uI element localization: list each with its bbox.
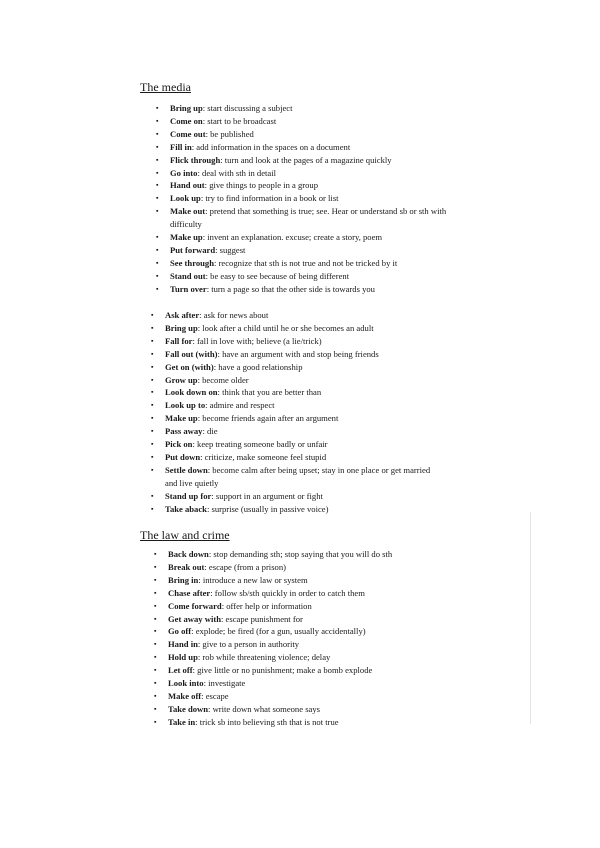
phrasal-verb-list-law (168, 548, 428, 729)
list-item: ▪ Back down: stop demanding sth; stop saying that you will do sth (168, 548, 428, 561)
phrasal-verb-definition: offer help or information (226, 600, 312, 611)
phrasal-verb-term: Make up (170, 232, 203, 243)
list-item: ▪ Bring up: look after a child until he or she becomes an adult (165, 322, 435, 335)
phrasal-verb-definition: ask for news about (203, 310, 269, 320)
list-item: ▪ Pass away: die (165, 425, 435, 438)
phrasal-verb-definition: escape (205, 690, 229, 701)
phrasal-verb-definition: die (207, 426, 218, 437)
phrasal-verb-definition: stop demanding sth; stop saying that you will do sth (213, 549, 393, 559)
phrasal-verb-term: Ask after (165, 310, 200, 320)
phrasal-verb-definition: investigate (208, 678, 246, 689)
phrasal-verb-definition: suggest (219, 244, 246, 255)
list-item: ▪ Get on (with): have a good relationship (165, 361, 435, 374)
phrasal-verb-term: Get on (with) (165, 361, 214, 372)
phrasal-verb-term: Make out (170, 206, 206, 217)
phrasal-verb-definition: admire and respect (209, 400, 275, 411)
phrasal-verb-definition: be easy to see because of being different (210, 270, 350, 281)
list-item: ▪ Hand in: give to a person in authority (168, 638, 428, 651)
phrasal-verb-definition: follow sb/sth quickly in order to catch them (214, 587, 365, 598)
list-item: ▪ Come on: start to be broadcast (170, 115, 470, 128)
phrasal-verb-definition: look after a child until he or she becomes an adult (202, 322, 374, 333)
list-item: ▪ Fall for: fall in love with; believe (a lie/trick) (165, 335, 435, 348)
list-item: ▪ Look down on: think that you are better than (165, 386, 435, 399)
phrasal-verb-definition: give things to people in a group (209, 180, 319, 191)
phrasal-verb-term: Go off (168, 626, 192, 637)
list-item: ▪ Ask after: ask for news about (165, 309, 435, 322)
phrasal-verb-term: Put down (165, 451, 201, 462)
phrasal-verb-term: Bring up (165, 322, 198, 333)
list-item: ▪ Stand up for: support in an argument or fight (165, 490, 435, 503)
phrasal-verb-definition: become calm after being upset; stay in one place or get married and live quietly (165, 464, 431, 488)
phrasal-verb-definition: pretend that something is true; see. Hear or understand sb or sth with difficulty (170, 206, 447, 230)
phrasal-verb-term: Back down (168, 549, 209, 559)
list-item: ▪ Make up: invent an explanation. excuse; create a story, poem (170, 231, 470, 244)
phrasal-verb-definition: support in an argument or fight (215, 490, 323, 501)
list-item: ▪ Get away with: escape punishment for (168, 613, 428, 626)
phrasal-verb-term: Take down (168, 703, 209, 714)
phrasal-verb-list-relationships (165, 309, 435, 516)
phrasal-verb-definition: start to be broadcast (207, 115, 277, 126)
phrasal-verb-term: Make off (168, 690, 202, 701)
list-item: ▪ Make off: escape (168, 690, 428, 703)
phrasal-verb-definition: keep treating someone badly or unfair (197, 439, 328, 450)
phrasal-verb-term: Put forward (170, 244, 216, 255)
phrasal-verb-term: Chase after (168, 587, 211, 598)
phrasal-verb-term: Turn over (170, 283, 207, 294)
phrasal-verb-definition: have an argument with and stop being friends (222, 348, 379, 359)
list-item: ▪ Go off: explode; be fired (for a gun, usually accidentally) (168, 625, 428, 638)
phrasal-verb-term: Look into (168, 678, 204, 689)
phrasal-verb-term: Fall for (165, 335, 193, 346)
phrasal-verb-term: Take aback (165, 503, 207, 514)
phrasal-verb-term: Hand in (168, 639, 198, 650)
phrasal-verb-term: Look down on (165, 387, 218, 398)
phrasal-verb-definition: recognize that sth is not true and not be tricked by it (218, 257, 398, 268)
phrasal-verb-definition: add information in the spaces on a document (196, 141, 351, 152)
list-item: ▪ Bring in: introduce a new law or system (168, 574, 428, 587)
phrasal-verb-term: Pass away (165, 426, 203, 437)
phrasal-verb-definition: deal with sth in detail (202, 167, 277, 178)
phrasal-verb-term: Fill in (170, 141, 192, 152)
phrasal-verb-definition: explode; be fired (for a gun, usually accidentally) (195, 626, 366, 637)
list-item: ▪ Make up: become friends again after an argument (165, 412, 435, 425)
phrasal-verb-definition: introduce a new law or system (202, 574, 308, 585)
phrasal-verb-definition: surprise (usually in passive voice) (211, 503, 329, 514)
list-item: ▪ Put down: criticize, make someone feel stupid (165, 451, 435, 464)
phrasal-verb-definition: rob while threatening violence; delay (202, 652, 331, 663)
phrasal-verb-term: Look up to (165, 400, 206, 411)
phrasal-verb-term: Come forward (168, 600, 222, 611)
section-title-media: The media (140, 80, 191, 94)
phrasal-verb-term: Make up (165, 413, 198, 424)
phrasal-verb-definition: start discussing a subject (207, 103, 293, 113)
phrasal-verb-definition: write down what someone says (212, 703, 320, 714)
list-item: ▪ Go into: deal with sth in detail (170, 167, 470, 180)
phrasal-verb-definition: have a good relationship (218, 361, 303, 372)
phrasal-verb-definition: turn a page so that the other side is towards you (211, 283, 375, 294)
list-item: ▪ Grow up: become older (165, 374, 435, 387)
phrasal-verb-definition: turn and look at the pages of a magazine quickly (224, 154, 392, 165)
phrasal-verb-definition: try to find information in a book or list (205, 193, 339, 204)
phrasal-verb-definition: invent an explanation. excuse; create a story, poem (207, 232, 383, 243)
list-item: ▪ See through: recognize that sth is not true and not be tricked by it (170, 257, 470, 270)
list-item: ▪ Fall out (with): have an argument with and stop being friends (165, 348, 435, 361)
list-item: ▪ Fill in: add information in the spaces on a document (170, 141, 470, 154)
phrasal-verb-term: Flick through (170, 154, 221, 165)
list-item: ▪ Take aback: surprise (usually in passive voice) (165, 503, 435, 516)
phrasal-verb-definition: escape (from a prison) (208, 561, 286, 572)
list-item: ▪ Come out: be published (170, 128, 470, 141)
list-item: ▪ Bring up: start discussing a subject (170, 102, 470, 115)
list-item: ▪ Come forward: offer help or information (168, 600, 428, 613)
list-item: ▪ Let off: give little or no punishment; make a bomb explode (168, 664, 428, 677)
list-item: ▪ Turn over: turn a page so that the other side is towards you (170, 283, 470, 296)
phrasal-verb-definition: escape punishment for (225, 613, 303, 624)
phrasal-verb-term: Stand up for (165, 490, 212, 501)
phrasal-verb-definition: become friends again after an argument (202, 413, 339, 424)
phrasal-verb-term: Settle down (165, 464, 208, 475)
phrasal-verb-term: Bring up (170, 103, 203, 113)
phrasal-verb-term: Hand out (170, 180, 205, 191)
phrasal-verb-term: Take in (168, 716, 196, 727)
phrasal-verb-term: See through (170, 257, 215, 268)
phrasal-verb-term: Stand out (170, 270, 206, 281)
phrasal-verb-definition: become older (202, 374, 249, 385)
phrasal-verb-definition: be published (210, 128, 254, 139)
phrasal-verb-term: Break out (168, 561, 205, 572)
list-item: ▪ Chase after: follow sb/sth quickly in order to catch them (168, 587, 428, 600)
phrasal-verb-definition: give little or no punishment; make a bomb explode (197, 665, 373, 676)
phrasal-verb-term: Hold up (168, 652, 198, 663)
phrasal-verb-definition: trick sb into believing sth that is not true (199, 716, 339, 727)
phrasal-verb-term: Grow up (165, 374, 198, 385)
phrasal-verb-definition: fall in love with; believe (a lie/trick) (197, 335, 322, 346)
phrasal-verb-term: Go into (170, 167, 198, 178)
phrasal-verb-term: Let off (168, 665, 193, 676)
phrasal-verb-definition: give to a person in authority (202, 639, 300, 650)
list-item: ▪ Settle down: become calm after being upset; stay in one place or get married and live quietly (165, 464, 435, 490)
list-item: ▪ Look up: try to find information in a book or list (170, 192, 470, 205)
list-item: ▪ Break out: escape (from a prison) (168, 561, 428, 574)
scan-divider (530, 512, 531, 724)
phrasal-verb-term: Come on (170, 115, 203, 126)
list-item: ▪ Hand out: give things to people in a group (170, 179, 470, 192)
phrasal-verb-term: Get away with (168, 613, 221, 624)
list-item: ▪ Look up to: admire and respect (165, 399, 435, 412)
phrasal-verb-term: Fall out (with) (165, 348, 218, 359)
list-item: ▪ Take down: write down what someone says (168, 703, 428, 716)
list-item: ▪ Stand out: be easy to see because of being different (170, 270, 470, 283)
list-item: ▪ Hold up: rob while threatening violence; delay (168, 651, 428, 664)
list-item: ▪ Flick through: turn and look at the pages of a magazine quickly (170, 154, 470, 167)
phrasal-verb-list-media (170, 102, 470, 296)
phrasal-verb-definition: think that you are better than (222, 387, 322, 398)
list-item: ▪ Make out: pretend that something is true; see. Hear or understand sb or sth with difficulty (170, 205, 470, 231)
phrasal-verb-term: Look up (170, 193, 201, 204)
section-title-law: The law and crime (140, 528, 230, 542)
phrasal-verb-term: Come out (170, 128, 206, 139)
list-item: ▪ Put forward: suggest (170, 244, 470, 257)
list-item: ▪ Take in: trick sb into believing sth that is not true (168, 716, 428, 729)
list-item: ▪ Look into: investigate (168, 677, 428, 690)
phrasal-verb-definition: criticize, make someone feel stupid (204, 451, 327, 462)
phrasal-verb-term: Bring in (168, 574, 199, 585)
list-item: ▪ Pick on: keep treating someone badly or unfair (165, 438, 435, 451)
phrasal-verb-term: Pick on (165, 439, 193, 450)
